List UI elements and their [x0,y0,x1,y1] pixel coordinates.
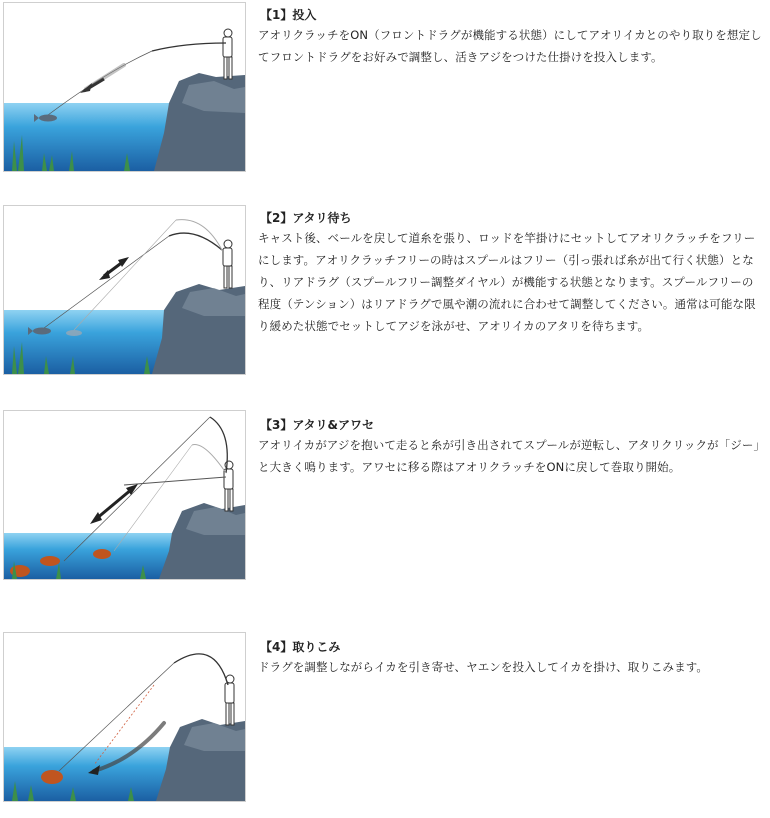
step-3-illustration [3,410,246,580]
step-1-title: 【1】投入 [260,8,317,22]
step-3-body: アオリイカがアジを抱いて走ると糸が引き出されてスプールが逆転し、アタリクリックが「ジー」と大きく鳴ります。アワセに移る際はアオリクラッチをONに戻して巻取り開始。 [258,438,760,474]
step-1-body: アオリクラッチをON（フロントドラグが機能する状態）にしてアオリイカとのやり取りを想定してフロントドラグをお好みで調整し、活きアジをつけた仕掛けを投入します。 [258,28,762,64]
step-2-body: キャスト後、ベールを戻して道糸を張り、ロッドを竿掛けにセットしてアオリクラッチをフリーにします。アオリクラッチフリーの時はスプールはフリー（引っ張れば糸が出て行く状態）となり、リアドラグ（スプールフリー調整ダイヤル）が機能する状態となります。スプールフリーの程度（テンション）はリアドラグで風や潮の流れに合わせて調整してください。通常は可能な限り緩めた状態でセットしてアジを泳がせ、アオリイカのアタリを待ちます。 [258,231,756,333]
squid-icon [41,770,63,784]
angler-icon [225,675,234,725]
step-4-illustration [3,632,246,802]
step-1-illustration [3,2,246,172]
step-3-title: 【3】アタリ&アワセ [260,418,374,432]
angler-icon [224,461,233,511]
step-2-title: 【2】アタリ待ち [260,211,352,225]
angler-icon [223,240,232,288]
step-2-illustration [3,205,246,375]
step-4-body: ドラグを調整しながらイカを引き寄せ、ヤエンを投入してイカを掛け、取りこみます。 [258,660,708,674]
angler-icon [223,29,232,79]
arrow-icon [90,484,138,524]
step-4-title: 【4】取りこみ [260,640,341,654]
